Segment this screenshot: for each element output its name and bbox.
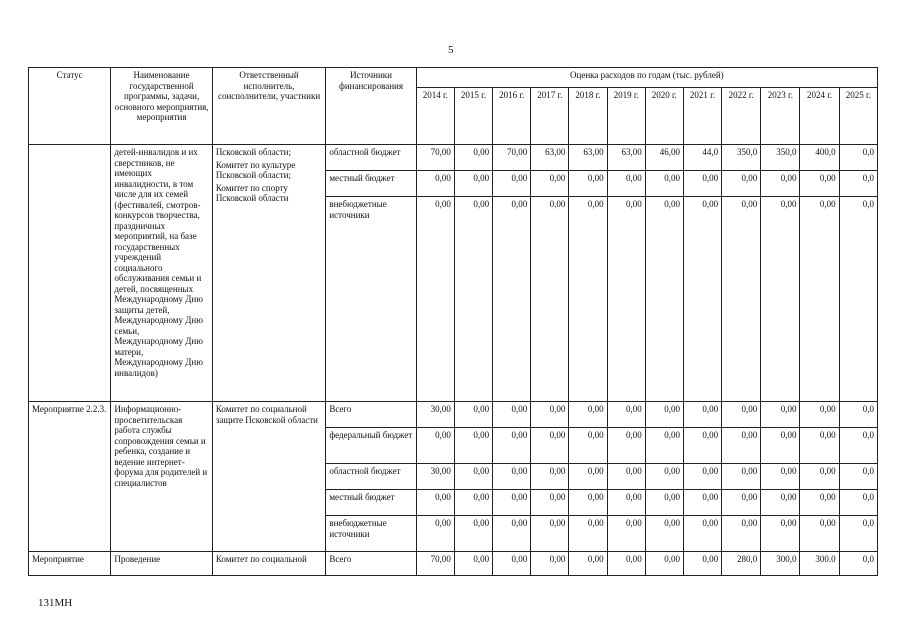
value-cell: 46,00 xyxy=(645,145,683,171)
value-cell: 0,0 xyxy=(839,197,877,402)
executor-line: Псковской области; xyxy=(215,147,291,157)
year-header: 2023 г. xyxy=(761,88,800,145)
header-status: Статус xyxy=(29,68,111,145)
value-cell: 0,00 xyxy=(569,490,607,516)
value-cell: 0,00 xyxy=(683,171,721,197)
value-cell: 0,00 xyxy=(800,490,839,516)
value-cell: 0,00 xyxy=(531,490,569,516)
value-cell: 0,00 xyxy=(493,428,531,464)
value-cell: 0,00 xyxy=(800,197,839,402)
value-cell: 0,0 xyxy=(839,145,877,171)
value-cell: 0,00 xyxy=(493,490,531,516)
value-cell: 0,00 xyxy=(531,428,569,464)
value-cell: 0,00 xyxy=(645,428,683,464)
value-cell: 0,00 xyxy=(800,402,839,428)
value-cell: 0,00 xyxy=(454,552,492,576)
source-cell: Всего xyxy=(326,402,416,428)
value-cell: 0,00 xyxy=(761,171,800,197)
value-cell: 0,00 xyxy=(645,197,683,402)
source-cell: Всего xyxy=(326,552,416,576)
value-cell: 300.0 xyxy=(800,552,839,576)
value-cell: 0,00 xyxy=(800,516,839,552)
value-cell: 0,00 xyxy=(454,197,492,402)
year-header: 2022 г. xyxy=(722,88,761,145)
value-cell: 70,00 xyxy=(416,145,454,171)
value-cell: 0,00 xyxy=(531,402,569,428)
value-cell: 0,00 xyxy=(416,197,454,402)
activity-name: Информационно-просветительская работа службы сопровождения семьи и ребенка, создание и ведение интернет-форума для родителей и специалистов xyxy=(111,402,212,552)
value-cell: 0,00 xyxy=(722,516,761,552)
value-cell: 0,00 xyxy=(454,171,492,197)
value-cell: 0,00 xyxy=(683,197,721,402)
status-cell xyxy=(29,145,111,402)
value-cell: 63,00 xyxy=(569,145,607,171)
value-cell: 0,00 xyxy=(761,464,800,490)
value-cell: 0,00 xyxy=(645,490,683,516)
footer-code: 131MH xyxy=(38,597,73,609)
value-cell: 0,00 xyxy=(683,516,721,552)
year-header: 2024 г. xyxy=(800,88,839,145)
executor-cell: Комитет по социальной xyxy=(212,552,326,576)
value-cell: 63,00 xyxy=(531,145,569,171)
value-cell: 0,00 xyxy=(645,464,683,490)
value-cell: 400,0 xyxy=(800,145,839,171)
executor-cell xyxy=(212,145,326,402)
value-cell: 0,00 xyxy=(416,428,454,464)
value-cell: 0,00 xyxy=(454,490,492,516)
value-cell: 0,00 xyxy=(493,516,531,552)
value-cell: 0,00 xyxy=(683,552,721,576)
value-cell: 0,00 xyxy=(683,464,721,490)
value-cell: 0,00 xyxy=(531,171,569,197)
value-cell: 0,00 xyxy=(531,552,569,576)
value-cell: 0,0 xyxy=(839,552,877,576)
year-header: 2019 г. xyxy=(607,88,645,145)
value-cell: 70,00 xyxy=(416,552,454,576)
value-cell: 350,0 xyxy=(761,145,800,171)
value-cell: 0,00 xyxy=(761,490,800,516)
value-cell: 0,00 xyxy=(531,197,569,402)
source-cell: внебюджетные источники xyxy=(326,197,416,402)
year-header: 2017 г. xyxy=(531,88,569,145)
source-cell: местный бюджет xyxy=(326,171,416,197)
value-cell: 0,00 xyxy=(761,197,800,402)
value-cell: 0,00 xyxy=(722,464,761,490)
value-cell: 30,00 xyxy=(416,402,454,428)
value-cell: 0,00 xyxy=(454,516,492,552)
value-cell: 0,00 xyxy=(569,171,607,197)
value-cell: 0,00 xyxy=(416,171,454,197)
expenditure-table xyxy=(28,67,878,576)
value-cell: 300,0 xyxy=(761,552,800,576)
year-header: 2020 г. xyxy=(645,88,683,145)
activity-name: детей-инвалидов и их сверстников, не имеющих инвалидности, в том числе для их семей (фестивалей, смотров-конкурсов творчества, праздничных мероприятий, на базе государственных учреждений социального обслуживания семьи и детей, посвященных Международному Дню защиты детей, Международному Дню семьи, Международному Дню матери, Международному Дню инвалидов) xyxy=(111,145,212,402)
header-estimate: Оценка расходов по годам (тыс. рублей) xyxy=(416,68,877,88)
page-number: 5 xyxy=(448,44,454,56)
value-cell: 0,00 xyxy=(569,402,607,428)
source-cell: областной бюджет xyxy=(326,145,416,171)
value-cell: 0,00 xyxy=(683,490,721,516)
source-cell: местный бюджет xyxy=(326,490,416,516)
value-cell: 0,00 xyxy=(416,516,454,552)
value-cell: 30,00 xyxy=(416,464,454,490)
value-cell: 0,00 xyxy=(607,402,645,428)
value-cell: 0,00 xyxy=(569,552,607,576)
value-cell: 0,00 xyxy=(722,171,761,197)
value-cell: 0,00 xyxy=(493,171,531,197)
value-cell: 0,00 xyxy=(493,197,531,402)
value-cell: 0,00 xyxy=(645,516,683,552)
value-cell: 0,00 xyxy=(454,145,492,171)
value-cell: 0,0 xyxy=(839,490,877,516)
value-cell: 0,00 xyxy=(569,428,607,464)
value-cell: 0,00 xyxy=(800,428,839,464)
value-cell: 0,0 xyxy=(839,171,877,197)
source-cell: внебюджетные источники xyxy=(326,516,416,552)
year-header: 2018 г. xyxy=(569,88,607,145)
executor-cell: Комитет по социальной защите Псковской области xyxy=(212,402,326,552)
value-cell: 0,00 xyxy=(607,552,645,576)
value-cell: 0,00 xyxy=(607,490,645,516)
value-cell: 0,00 xyxy=(454,464,492,490)
value-cell: 63,00 xyxy=(607,145,645,171)
status-cell: Мероприятие xyxy=(29,552,111,576)
value-cell: 0,00 xyxy=(645,552,683,576)
value-cell: 0,00 xyxy=(761,428,800,464)
value-cell: 70,00 xyxy=(493,145,531,171)
value-cell: 0,00 xyxy=(645,402,683,428)
value-cell: 0,00 xyxy=(607,428,645,464)
year-header: 2016 г. xyxy=(493,88,531,145)
source-cell: федеральный бюджет xyxy=(326,428,416,464)
activity-name: Проведение xyxy=(111,552,212,576)
executor-line: Комитет по спорту Псковской области xyxy=(215,182,289,203)
value-cell: 0,00 xyxy=(683,428,721,464)
value-cell: 0,0 xyxy=(839,428,877,464)
value-cell: 0,00 xyxy=(683,402,721,428)
value-cell: 0,00 xyxy=(722,197,761,402)
value-cell: 0,00 xyxy=(722,490,761,516)
value-cell: 0,00 xyxy=(645,171,683,197)
value-cell: 280,0 xyxy=(722,552,761,576)
value-cell: 0,0 xyxy=(839,516,877,552)
value-cell: 0,00 xyxy=(493,552,531,576)
value-cell: 0,00 xyxy=(607,171,645,197)
source-cell: областной бюджет xyxy=(326,464,416,490)
value-cell: 0,00 xyxy=(761,516,800,552)
value-cell: 0,00 xyxy=(493,464,531,490)
year-header: 2014 г. xyxy=(416,88,454,145)
value-cell: 0,00 xyxy=(531,464,569,490)
value-cell: 0,00 xyxy=(531,516,569,552)
header-source: Источники финансирования xyxy=(326,68,416,145)
header-executor: Ответственный исполнитель, соисполнители, участники xyxy=(212,68,326,145)
value-cell: 0,00 xyxy=(569,197,607,402)
value-cell: 0,00 xyxy=(761,402,800,428)
value-cell: 0,0 xyxy=(839,464,877,490)
value-cell: 0,00 xyxy=(607,464,645,490)
value-cell: 0,00 xyxy=(800,464,839,490)
value-cell: 350,0 xyxy=(722,145,761,171)
value-cell: 0,00 xyxy=(454,402,492,428)
value-cell: 0,00 xyxy=(569,464,607,490)
value-cell: 0,00 xyxy=(607,516,645,552)
value-cell: 0,00 xyxy=(569,516,607,552)
value-cell: 0,00 xyxy=(800,171,839,197)
value-cell: 0,00 xyxy=(493,402,531,428)
value-cell: 0,00 xyxy=(416,490,454,516)
executor-line: Комитет по культуре Псковской области; xyxy=(215,159,296,180)
value-cell: 0,00 xyxy=(454,428,492,464)
value-cell: 0,00 xyxy=(722,402,761,428)
value-cell: 0,00 xyxy=(607,197,645,402)
status-cell: Мероприятие 2.2.3. xyxy=(29,402,111,552)
value-cell: 44,0 xyxy=(683,145,721,171)
year-header: 2021 г. xyxy=(683,88,721,145)
year-header: 2025 г. xyxy=(839,88,877,145)
year-header: 2015 г. xyxy=(454,88,492,145)
value-cell: 0,0 xyxy=(839,402,877,428)
value-cell: 0,00 xyxy=(722,428,761,464)
header-name: Наименование государственной программы, задачи, основного мероприятия, мероприятия xyxy=(111,68,212,145)
